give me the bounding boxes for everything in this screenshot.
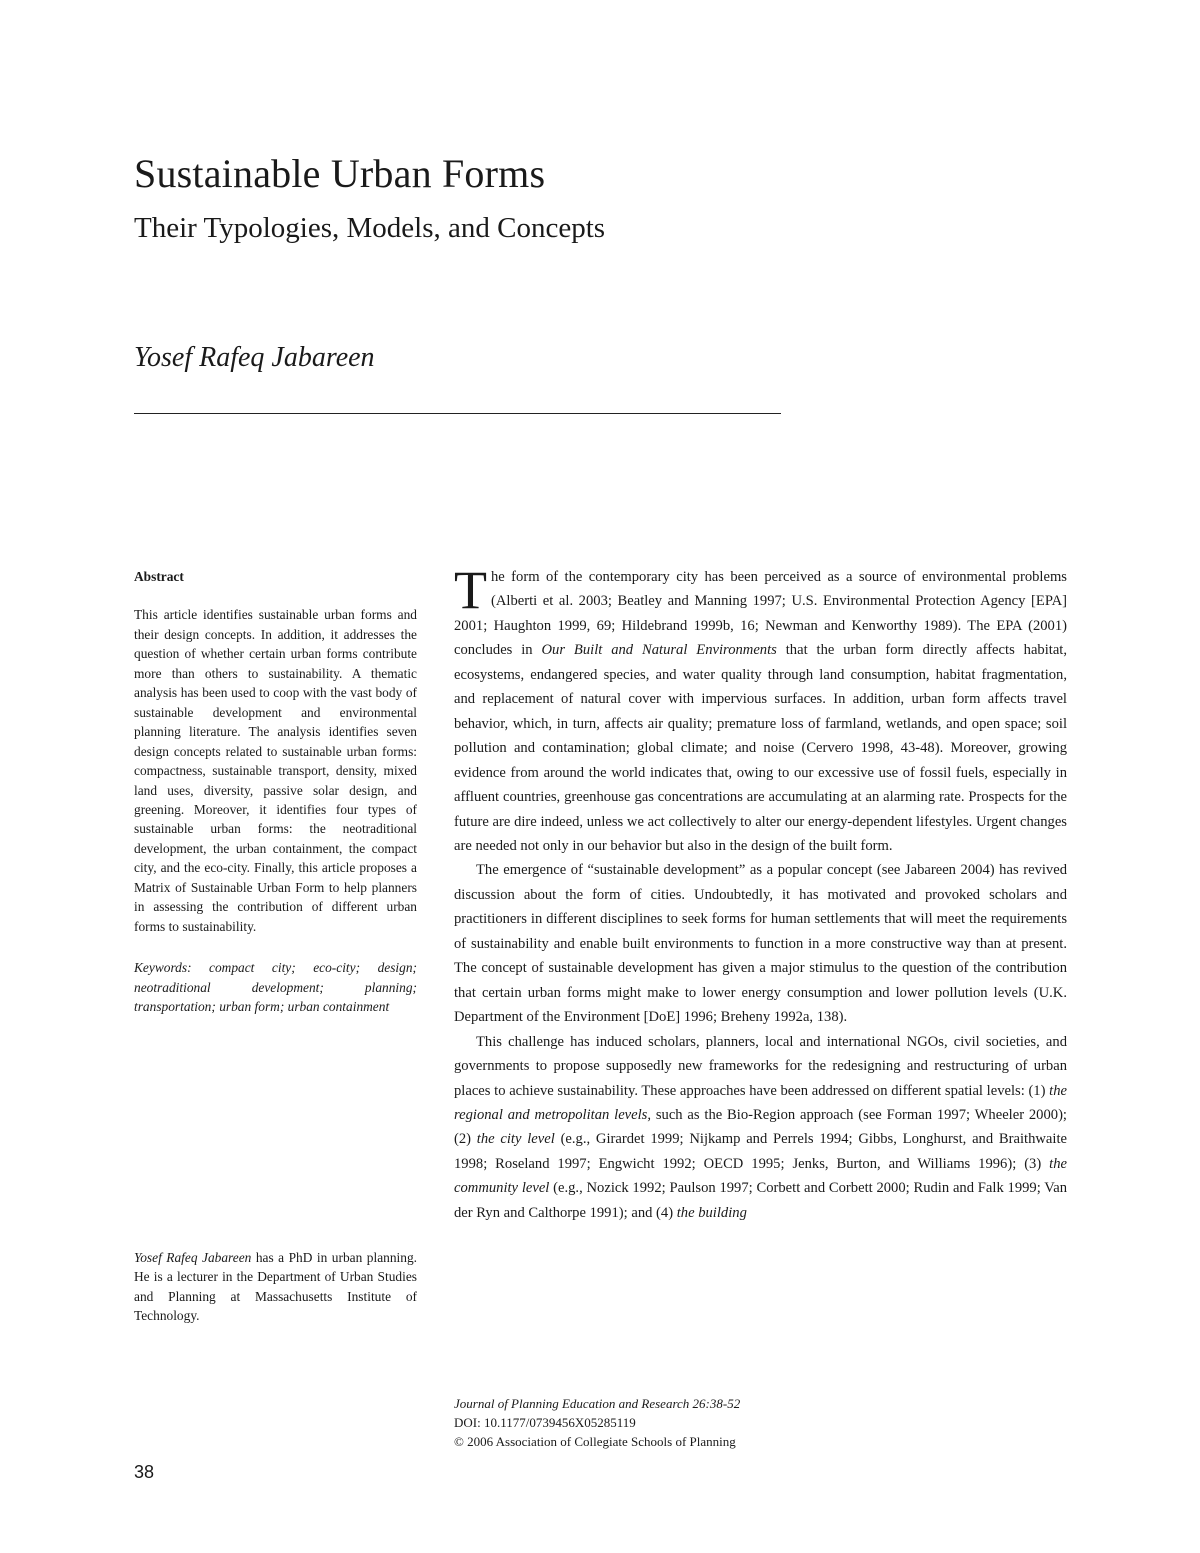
bio-author-name: Yosef Rafeq Jabareen: [134, 1250, 252, 1265]
copyright: © 2006 Association of Collegiate Schools of Planning: [454, 1434, 736, 1449]
drop-cap: T: [454, 560, 487, 620]
body-paragraph-2: The emergence of “sustainable development” as a popular concept (see Jabareen 2004) has revived discussion about the form of cities. Undoubtedly, it has motivated and provoked scholars and practitioners in different disciplines to seek forms for human settlements that will meet the requirements of sustainability and enable built environments to function in a more constructive way than at present. The concept of sustainable development has given a major stimulus to the question of the contribution that certain urban forms might make to lower energy consumption and lower pollution levels (U.K. Department of the Environment [DoE] 1996; Breheny 1992a, 138).: [454, 862, 1067, 1026]
body-p3-level-2: the city level: [476, 1131, 555, 1148]
body-p3-part-c: (e.g., Girardet 1999; Nijkamp and Perrels 1994; Gibbs, Longhurst, and Braithwaite 1998; Roseland 1997; Engwicht 1992; OECD 1995; Jenks, Burton, and Williams 1996); (3): [454, 1131, 1067, 1172]
abstract-text: This article identifies sustainable urban forms and their design concepts. In addition, it addresses the question of whether certain urban forms contribute more than others to sustainability. A thematic analysis has been used to coop with the vast body of sustainable development and environmental planning literature. The analysis identifies seven design concepts related to sustainable urban forms: compactness, sustainable transport, density, mixed land uses, diversity, passive solar design, and greening. Moreover, it identifies four types of sustainable urban forms: the neotraditional development, the urban containment, the compact city, and the eco-city. Finally, this article proposes a Matrix of Sustainable Urban Form to help planners in assessing the contribution of different urban forms to sustainability.: [134, 607, 417, 934]
body-p3-part-a: This challenge has induced scholars, planners, local and international NGOs, civil societies, and governments to propose supposedly new frameworks for the redesigning and restructuring of urban places to achieve sustainability. These approaches have been addressed on different spatial levels: (1): [454, 1033, 1067, 1099]
body-p1-report-title: Our Built and Natural Environments: [541, 642, 777, 659]
body-p1-part-b: that the urban form directly affects habitat, ecosystems, endangered species, and water quality through land consumption, habitat fragmentation, and replacement of natural cover with impervious surfaces. In addition, urban form affects travel behavior, which, in turn, affects air quality; premature loss of farmland, wetlands, and open space; soil pollution and contamination; global climate; and noise (Cervero 1998, 43-48). Moreover, growing evidence from around the world indicates that, owing to our excessive use of fossil fuels, especially in affluent countries, greenhouse gas concentrations are accumulating at an alarming rate. Prospects for the future are dire indeed, unless we act collectively to alter our energy-dependent lifestyles. Urgent changes are needed not only in our behavior but also in the design of the built form.: [454, 642, 1068, 854]
body-p3-level-3: the community level: [454, 1155, 1067, 1197]
body-p3-part-b: such as the Bio-Region approach (see Forman 1997; Wheeler 2000); (2): [454, 1106, 1067, 1148]
body-p1-part-a: he form of the contemporary city has been perceived as a source of environmental problems (Alberti et al. 2003; Beatley and Manning 1997; U.S. Environmental Protection Agency [EPA] 2001; Haughton 1999, 69; Hildebrand 1999b, 16; Newman and Kenworthy 1989). The EPA (2001) concludes in: [454, 569, 1067, 659]
body-paragraph-1: [454, 560, 1068, 858]
body-paragraph-3: [454, 1030, 1067, 1226]
article-author: Yosef Rafeq Jabareen: [134, 342, 375, 373]
article-subtitle: Their Typologies, Models, and Concepts: [134, 212, 606, 244]
abstract-heading: Abstract: [134, 569, 184, 584]
body-p3-part-d: (e.g., Nozick 1992; Paulson 1997; Corbett and Corbett 2000; Rudin and Falk 1999; Van der Ryn and Calthorpe 1991); and (4): [454, 1180, 1067, 1221]
article-title: Sustainable Urban Forms: [134, 151, 546, 196]
body-p3-level-1: the regional and metropolitan levels,: [454, 1082, 1067, 1123]
doi: DOI: 10.1177/0739456X05285119: [454, 1415, 636, 1430]
body-p3-level-4: the building: [676, 1204, 747, 1221]
publication-footer: [454, 1394, 740, 1451]
journal-citation: Journal of Planning Education and Research 26:38-52: [454, 1396, 741, 1411]
page-number: 38: [134, 1462, 155, 1482]
keywords: Keywords: compact city; eco-city; design; neotraditional development; planning; transportation; urban form; urban containment: [134, 960, 417, 1015]
article-body: [454, 560, 1068, 1225]
bio-text: has a PhD in urban planning. He is a lecturer in the Department of Urban Studies and Planning at Massachusetts Institute of Technology.: [134, 1250, 417, 1324]
author-bio: [134, 1248, 417, 1326]
title-divider: [134, 413, 781, 414]
abstract-section: [134, 567, 417, 1017]
